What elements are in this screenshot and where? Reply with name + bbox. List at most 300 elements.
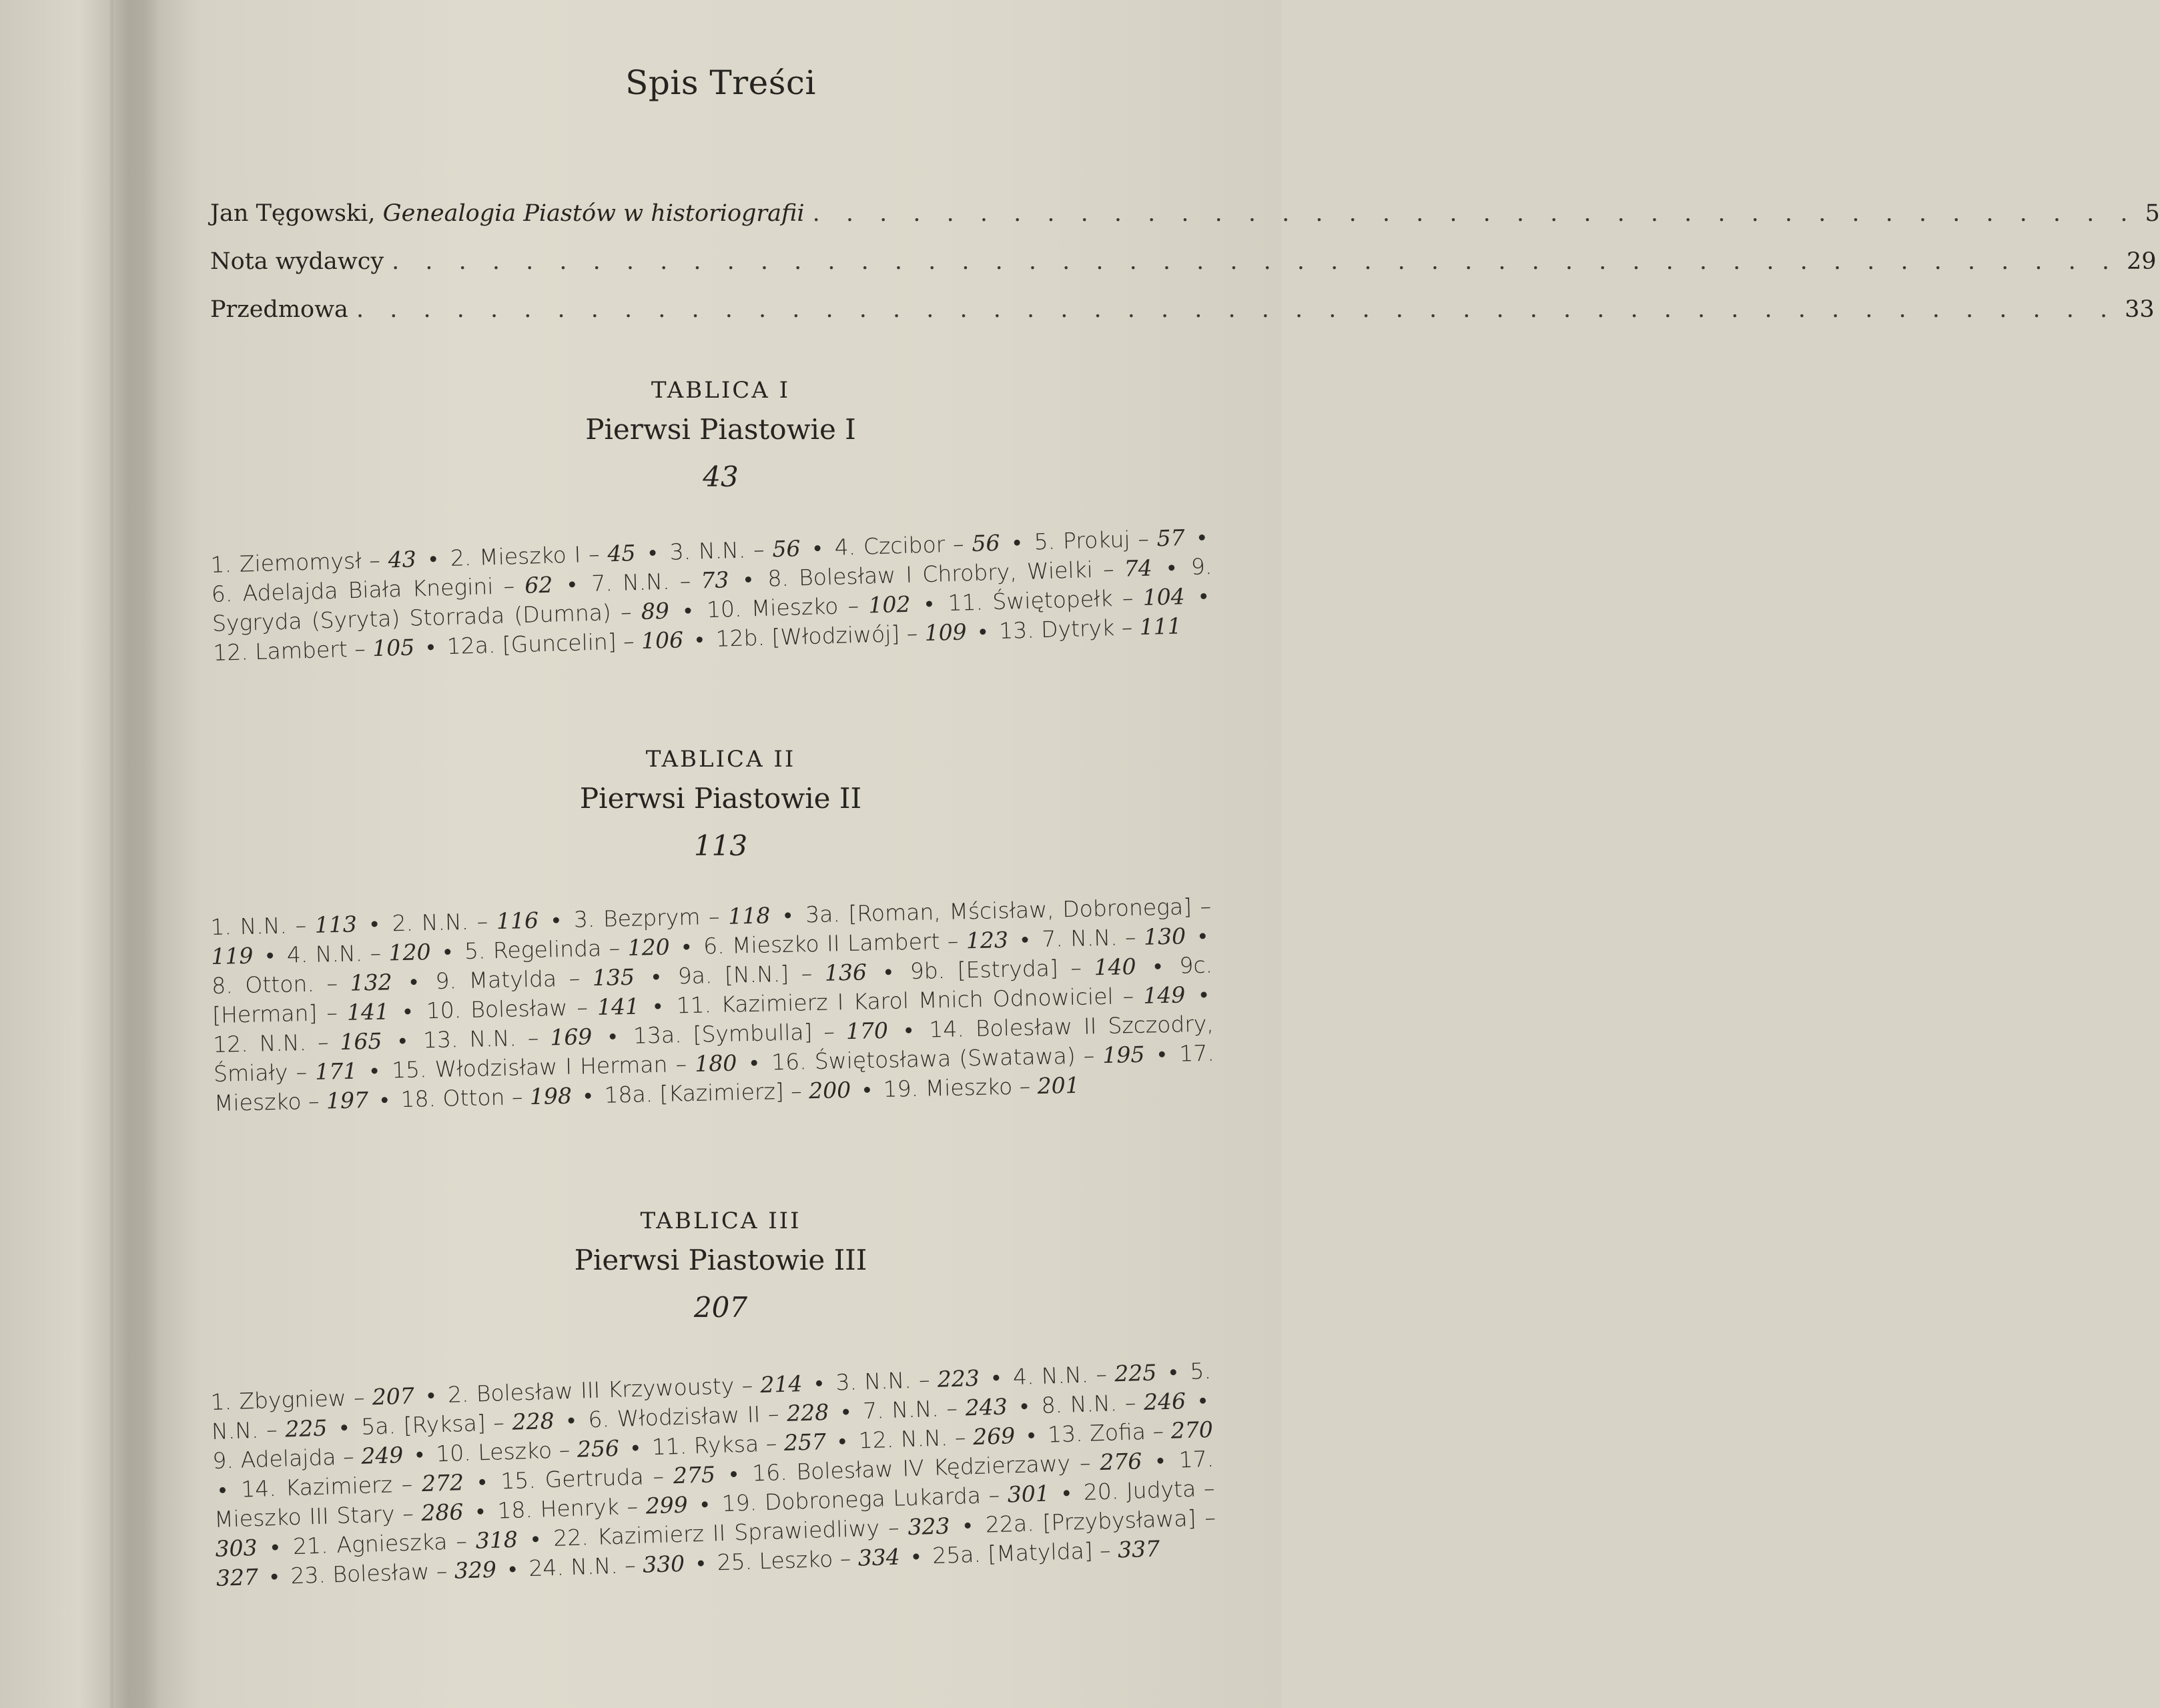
toc-entry-page: 29: [2127, 248, 2157, 275]
entry-name: 3. N.N.: [669, 536, 746, 565]
entry-name: 3. Bezprym: [573, 903, 701, 933]
entry-page: 118: [727, 902, 771, 929]
tablica-page: 113: [693, 829, 748, 862]
entry-name: 13. N.N.: [422, 1025, 517, 1053]
genealogy-entry: 9a. [N.N.] – 136: [677, 959, 867, 989]
genealogy-entry: 2. Bolesław III Krzywousty – 214: [447, 1370, 803, 1408]
genealogy-entry: 18. Henryk – 299: [496, 1491, 689, 1524]
bullet-separator: •: [1158, 1041, 1166, 1068]
genealogy-entry: 10. Bolesław – 141: [426, 993, 640, 1024]
genealogy-entry: 24. N.N. – 330: [528, 1550, 685, 1582]
entry-name: 13. Zofia: [1047, 1418, 1146, 1448]
genealogy-entry: 4. Czcibor – 56: [834, 529, 1000, 560]
entry-page: 130: [1143, 923, 1186, 950]
entry-name: 22. Kazimierz II Sprawiedliwy: [553, 1515, 880, 1551]
entry-page: 57: [1156, 524, 1186, 552]
entry-page: 141: [346, 998, 390, 1025]
entry-page: 105: [372, 634, 415, 662]
genealogy-entry: 7. N.N. – 130: [1041, 923, 1186, 952]
bullet-separator: •: [1020, 1392, 1029, 1419]
genealogy-entry: 17. Mieszko – 197: [214, 1039, 1215, 1116]
entry-page: 195: [1102, 1041, 1145, 1069]
entry-name: 3a. [Roman, Mścisław, Dobronega]: [805, 893, 1192, 928]
entry-page: 135: [592, 963, 635, 991]
genealogy-entry: 17. Mieszko III Stary – 286: [214, 1445, 1214, 1533]
bullet-separator: •: [266, 942, 274, 969]
toc-entry-page: 5: [2145, 200, 2160, 227]
entry-name: 16. Bolesław IV Kędzierzawy: [751, 1450, 1071, 1486]
bullet-separator: •: [884, 958, 893, 985]
dot-leader: . . . . . . . . . . . . . . . . . . . . . . . . . . . . . . . . . . . . . . . . . . . . . . . . . . . .: [392, 248, 2119, 275]
entry-page: 249: [360, 1441, 404, 1469]
entry-page: 318: [475, 1526, 518, 1554]
toc-entry-title: Przedmowa: [210, 296, 348, 323]
bullet-separator: •: [608, 1023, 617, 1049]
entry-name: 9. Sygryda (Syryta) Storrada (Dumna): [212, 553, 1212, 636]
entry-name: 18. Otton: [400, 1084, 505, 1113]
genealogy-entry: 18. Otton – 198: [400, 1082, 573, 1113]
genealogy-entry: 8. Otton. – 132: [211, 969, 393, 999]
entry-name: 9b. [Estryda]: [910, 955, 1059, 985]
entry-page: 323: [907, 1513, 951, 1541]
genealogy-entry: 16. Świętosława (Swatawa) – 195: [771, 1041, 1145, 1076]
entry-name: 15. Gertruda: [500, 1463, 645, 1494]
entry-page: 225: [284, 1414, 328, 1442]
toc-entry-przedmowa: [210, 296, 2155, 336]
bullet-separator: •: [992, 1364, 1001, 1391]
genealogy-entry: 5. N.N. – 225: [211, 1357, 1212, 1444]
genealogy-entry: 11. Ryksa – 257: [651, 1428, 827, 1460]
bullet-separator: •: [370, 1057, 379, 1084]
genealogy-entry: 5a. [Ryksa] – 228: [360, 1407, 555, 1440]
entry-page: 327: [216, 1563, 259, 1591]
toc-entry-title: Nota wydawcy: [210, 248, 384, 275]
bullet-separator: •: [683, 596, 693, 624]
tablica-name: Pierwsi Piastowie II: [579, 782, 862, 815]
entry-page: 140: [1094, 953, 1136, 981]
entry-page: 120: [627, 933, 671, 961]
entry-page: 43: [388, 546, 417, 573]
bullet-separator: •: [1027, 1422, 1036, 1448]
bullet-separator: •: [1062, 1479, 1071, 1506]
bullet-separator: •: [584, 1082, 593, 1109]
bullet-separator: •: [653, 992, 663, 1019]
genealogy-entry: 3a. [Roman, Mścisław, Dobronega] – 119: [210, 893, 1212, 969]
entry-page: 299: [645, 1491, 689, 1519]
entry-page: 334: [857, 1543, 901, 1571]
entry-name: 17. Mieszko III Stary: [214, 1445, 1214, 1533]
entry-name: 19. Dobronega Lukarda: [721, 1482, 982, 1517]
entry-page: 120: [388, 939, 431, 966]
bullet-separator: •: [963, 1512, 972, 1539]
genealogy-entry: 3. N.N. – 56: [669, 535, 801, 565]
genealogy-entry: 13. Dytryk – 111: [998, 612, 1182, 645]
tablica-2-entries: [210, 892, 1215, 1118]
entry-name: 1. Ziemomysł: [210, 547, 362, 578]
entry-page: 330: [642, 1550, 685, 1578]
entry-page: 149: [1142, 981, 1186, 1009]
entry-name: 9a. [N.N.]: [677, 960, 789, 989]
bullet-separator: •: [978, 618, 988, 645]
entry-name: 4. N.N.: [1012, 1361, 1089, 1390]
tablica-3-entries: [210, 1356, 1217, 1593]
genealogy-entry: 6. Włodzisław II – 228: [587, 1398, 829, 1433]
bullet-separator: •: [652, 963, 661, 990]
entry-page: 104: [1142, 583, 1186, 610]
entry-name: 5a. [Ryksa]: [360, 1410, 486, 1440]
entry-page: 207: [372, 1382, 415, 1410]
entry-page: 56: [771, 535, 801, 562]
entry-name: 2. Mieszko I: [450, 541, 581, 571]
tablica-3-heading: [160, 1208, 1281, 1324]
genealogy-entry: 22. Kazimierz II Sprawiedliwy – 323: [553, 1513, 951, 1551]
tablica-label: TABLICA III: [640, 1208, 801, 1234]
genealogy-entry: 9. Matylda – 135: [435, 963, 635, 994]
bullet-separator: •: [380, 1086, 389, 1113]
genealogy-entry: 11. Świętopełk – 104: [948, 583, 1186, 616]
genealogy-entry: 2. Mieszko I – 45: [450, 540, 636, 571]
genealogy-entry: 19. Dobronega Lukarda – 301: [721, 1480, 1050, 1517]
entry-name: 9. Adelajda: [212, 1444, 337, 1474]
bullet-separator: •: [815, 1370, 823, 1396]
entry-page: 303: [214, 1534, 258, 1562]
bullet-separator: •: [925, 590, 934, 617]
entry-name: 16. Świętosława (Swatawa): [771, 1042, 1076, 1076]
genealogy-entry: 3. Bezprym – 118: [573, 902, 771, 933]
entry-page: 329: [454, 1556, 497, 1584]
entry-page: 180: [694, 1049, 737, 1077]
genealogy-entry: 15. Włodzisław I Herman – 180: [391, 1049, 737, 1084]
bullet-separator: •: [837, 1428, 847, 1454]
toc-entry-title: [210, 200, 805, 227]
toc-entry-historiografia: [210, 200, 2160, 240]
bullet-separator: •: [270, 1563, 279, 1590]
entry-name: 10. Leszko: [435, 1436, 553, 1467]
entry-page: 256: [577, 1434, 620, 1462]
genealogy-entry: 16. Bolesław IV Kędzierzawy – 276: [751, 1448, 1142, 1486]
entry-page: 111: [1139, 612, 1182, 640]
entry-page: 102: [867, 590, 911, 618]
tablica-label: TABLICA II: [645, 746, 796, 773]
genealogy-entry: 19. Mieszko – 201: [883, 1072, 1080, 1102]
dot-leader: . . . . . . . . . . . . . . . . . . . . . . . . . . . . . . . . . . . . . . . . . . . . . . . . . . . . .: [356, 296, 2117, 323]
entry-page: 286: [420, 1499, 464, 1527]
bullet-separator: •: [729, 1460, 738, 1487]
genealogy-entry: 10. Mieszko – 102: [706, 590, 911, 623]
bullet-separator: •: [648, 539, 657, 566]
genealogy-entry: 1. Ziemomysł – 43: [210, 546, 417, 578]
bullet-separator: •: [1199, 981, 1208, 1007]
genealogy-entry: 4. N.N. – 120: [286, 939, 431, 968]
genealogy-entry: 14. Bolesław II Szczodry, Śmiały – 171: [213, 1010, 1214, 1087]
entry-name: 25. Leszko: [717, 1545, 833, 1576]
book-gutter: [110, 0, 157, 1708]
entry-name: 9. Matylda: [435, 965, 557, 994]
entry-name: 2. Bolesław III Krzywousty: [447, 1372, 735, 1408]
genealogy-entry: 1. N.N. – 113: [210, 911, 358, 940]
bullet-separator: •: [403, 997, 412, 1024]
entry-page: 136: [824, 959, 867, 986]
tablica-1-heading: [160, 377, 1281, 493]
bullet-separator: •: [1197, 524, 1206, 550]
bullet-separator: •: [426, 1382, 436, 1408]
bullet-separator: •: [695, 626, 704, 653]
entry-name: 4. N.N.: [286, 940, 363, 968]
entry-page: 301: [1007, 1480, 1050, 1508]
genealogy-entry: 6. Mieszko II Lambert – 123: [703, 926, 1009, 959]
entry-page: 243: [964, 1393, 1008, 1421]
bullet-separator: •: [218, 1476, 227, 1503]
entry-name: 25a. [Matylda]: [932, 1537, 1094, 1569]
bullet-separator: •: [841, 1398, 851, 1425]
entry-page: 228: [511, 1407, 555, 1435]
entry-page: 170: [845, 1017, 889, 1045]
bullet-separator: •: [744, 566, 753, 592]
bullet-separator: •: [426, 633, 435, 660]
entry-page: 270: [1170, 1416, 1214, 1444]
genealogy-entry: 8. Bolesław I Chrobry, Wielki – 74: [767, 554, 1153, 592]
genealogy-entry: 12. N.N. – 269: [858, 1422, 1016, 1454]
bullet-separator: •: [409, 968, 418, 995]
entry-name: 7. N.N.: [1041, 924, 1118, 952]
bullet-separator: •: [1199, 582, 1208, 609]
entry-page: 275: [673, 1461, 716, 1489]
genealogy-entry: 22a. [Przybysława] – 327: [216, 1504, 1216, 1591]
entry-name: 15. Włodzisław I Herman: [391, 1051, 668, 1084]
bullet-separator: •: [1156, 1447, 1165, 1474]
bullet-separator: •: [783, 901, 792, 928]
entry-page: 165: [340, 1027, 382, 1055]
entry-name: 11. Ryksa: [651, 1430, 759, 1460]
entry-name: 8. Otton.: [211, 970, 315, 999]
bullet-separator: •: [1198, 922, 1207, 949]
bullet-separator: •: [682, 933, 691, 960]
bullet-separator: •: [476, 1498, 485, 1525]
entry-page: 272: [421, 1469, 464, 1497]
toc-entry-page: 33: [2125, 296, 2155, 323]
entry-page: 74: [1124, 554, 1153, 582]
genealogy-entry: 3. N.N. – 223: [835, 1364, 980, 1396]
entry-name: 14. Kazimierz: [240, 1471, 393, 1503]
entry-name: 8. Bolesław I Chrobry, Wielki: [767, 556, 1094, 592]
bullet-separator: •: [912, 1543, 921, 1570]
entry-name: 4. Czcibor: [834, 531, 946, 560]
bullet-separator: •: [270, 1533, 280, 1561]
bullet-separator: •: [415, 1441, 424, 1468]
entry-page: 113: [314, 911, 358, 938]
genealogy-entry: 2. N.N. – 116: [392, 907, 539, 937]
genealogy-entry: 6. Adelajda Biała Knegini – 62: [211, 571, 553, 607]
genealogy-entry: 25a. [Matylda] – 337: [932, 1535, 1160, 1569]
entry-page: 246: [1143, 1388, 1186, 1416]
entry-page: 228: [786, 1398, 829, 1426]
entry-page: 132: [350, 969, 393, 996]
entry-name: 18. Henryk: [496, 1493, 620, 1524]
entry-name: 23. Bolesław: [290, 1558, 430, 1589]
contents-page: [160, 0, 2160, 1708]
entry-name: 24. N.N.: [528, 1552, 619, 1582]
bullet-separator: •: [700, 1490, 709, 1517]
bullet-separator: •: [904, 1017, 913, 1043]
tablica-page: 43: [703, 460, 739, 493]
bullet-separator: •: [340, 1414, 349, 1440]
toc-entry-nota: [210, 248, 2157, 288]
entry-name: 20. Judyta: [1083, 1475, 1196, 1505]
entry-page: 223: [937, 1364, 980, 1392]
entry-page: 200: [808, 1076, 851, 1104]
entry-name: 12. N.N.: [858, 1424, 948, 1454]
bullet-separator: •: [631, 1434, 640, 1461]
bullet-separator: •: [443, 938, 452, 965]
bullet-separator: •: [567, 1406, 576, 1434]
page-title: Spis Treści: [625, 63, 816, 102]
entry-name: 5. Prokuj: [1034, 526, 1130, 555]
entry-name: 8. N.N.: [1040, 1390, 1118, 1418]
genealogy-entry: 14. Kazimierz – 272: [240, 1469, 464, 1503]
toc-entry-author: Jan Tęgowski,: [210, 200, 383, 227]
genealogy-entry: 4. N.N. – 225: [1012, 1359, 1157, 1390]
genealogy-entry: 18a. [Kazimierz] – 200: [604, 1076, 851, 1108]
bullet-separator: •: [813, 534, 822, 561]
genealogy-entry: 8. N.N. – 246: [1040, 1388, 1186, 1418]
left-page-edge: [0, 0, 113, 1708]
entry-page: 214: [759, 1370, 803, 1398]
entry-page: 123: [966, 926, 1009, 954]
entry-name: 13. Dytryk: [998, 614, 1115, 645]
bullet-separator: •: [508, 1555, 517, 1583]
entry-page: 171: [314, 1057, 358, 1085]
bullet-separator: •: [478, 1468, 487, 1495]
genealogy-entry: 11. Kazimierz I Karol Mnich Odnowiciel – 149: [676, 981, 1186, 1019]
toc-entry-work: Genealogia Piastów w historiografii: [382, 200, 805, 227]
entry-page: 45: [607, 540, 636, 567]
genealogy-entry: 23. Bolesław – 329: [290, 1556, 497, 1589]
genealogy-entry: 10. Leszko – 256: [435, 1434, 620, 1467]
entry-name: 12. Lambert: [212, 636, 348, 666]
tablica-name: Pierwsi Piastowie I: [585, 413, 856, 446]
bullet-separator: •: [552, 907, 561, 933]
genealogy-entry: 20. Judyta – 303: [214, 1474, 1216, 1562]
entry-name: 7. N.N.: [862, 1395, 940, 1424]
entry-page: 109: [924, 618, 968, 647]
entry-name: 22a. [Przybysława]: [985, 1505, 1197, 1538]
entry-page: 257: [783, 1428, 827, 1456]
entry-name: 9c. [Herman]: [212, 951, 1213, 1028]
genealogy-entry: 21. Agnieszka – 318: [292, 1526, 518, 1560]
bullet-separator: •: [568, 570, 577, 598]
entry-name: 11. Kazimierz I Karol Mnich Odnowiciel: [676, 983, 1114, 1019]
tablica-label: TABLICA I: [651, 377, 791, 404]
genealogy-entry: 7. N.N. – 73: [591, 566, 729, 597]
entry-page: 197: [326, 1087, 369, 1114]
entry-name: 11. Świętopełk: [948, 585, 1114, 616]
tablica-page: 207: [693, 1291, 748, 1324]
entry-name: 21. Agnieszka: [292, 1528, 448, 1560]
tablica-2-heading: [160, 746, 1281, 862]
tablica-1-entries: [210, 522, 1214, 668]
entry-page: 201: [1037, 1072, 1080, 1100]
entry-name: 1. N.N.: [210, 912, 288, 940]
entry-page: 337: [1117, 1535, 1160, 1563]
genealogy-entry: 9b. [Estryda] – 140: [910, 953, 1136, 985]
tablica-name: Pierwsi Piastowie III: [574, 1244, 867, 1276]
entry-page: 116: [496, 907, 539, 935]
entry-page: 62: [524, 571, 553, 598]
entry-page: 198: [529, 1082, 573, 1110]
genealogy-entry: 7. N.N. – 243: [862, 1393, 1008, 1424]
entry-page: 56: [971, 529, 1000, 557]
bullet-separator: •: [863, 1076, 871, 1103]
genealogy-entry: 9. Adelajda – 249: [212, 1441, 404, 1474]
entry-page: 269: [972, 1422, 1016, 1450]
entry-page: 169: [549, 1023, 593, 1051]
genealogy-entry: 12a. [Guncelin] – 106: [446, 626, 684, 660]
entry-name: 12. N.N.: [212, 1029, 307, 1057]
entry-name: 6. Włodzisław II: [587, 1401, 761, 1433]
genealogy-entry: 15. Gertruda – 275: [500, 1461, 716, 1494]
genealogy-entry: 5. Prokuj – 57: [1034, 524, 1186, 555]
entry-name: 5. Regelinda: [464, 935, 602, 965]
entry-page: 89: [641, 597, 670, 624]
genealogy-entry: 25. Leszko – 334: [717, 1543, 901, 1576]
bullet-separator: •: [696, 1549, 705, 1577]
entry-name: 10. Bolesław: [426, 994, 568, 1024]
bullet-separator: •: [1012, 529, 1022, 556]
entry-page: 225: [1114, 1359, 1157, 1387]
bullet-separator: •: [1020, 926, 1030, 953]
entry-name: 1. Zbygniew: [210, 1384, 347, 1415]
bullet-separator: •: [370, 910, 379, 937]
entry-name: 14. Bolesław II Szczodry, Śmiały: [213, 1010, 1214, 1087]
bullet-separator: •: [749, 1049, 759, 1076]
entry-name: 12b. [Włodziwój]: [715, 620, 900, 652]
bullet-separator: •: [531, 1525, 540, 1552]
dot-leader: . . . . . . . . . . . . . . . . . . . . . . . . . . . . . . . . . . . . . . . .: [812, 200, 2137, 227]
entry-name: 2. N.N.: [392, 908, 469, 937]
genealogy-entry: 12. Lambert – 105: [212, 634, 415, 666]
genealogy-entry: 12b. [Włodziwój] – 109: [715, 618, 968, 652]
entry-page: 141: [597, 993, 640, 1020]
entry-name: 6. Mieszko II Lambert: [703, 928, 940, 959]
entry-page: 276: [1099, 1448, 1142, 1476]
entry-name: 12a. [Guncelin]: [446, 628, 617, 660]
entry-name: 5. N.N.: [211, 1357, 1212, 1444]
bullet-separator: •: [1168, 1358, 1178, 1385]
genealogy-entry: 13. N.N. – 169: [422, 1023, 593, 1053]
entry-name: 7. N.N.: [591, 568, 670, 597]
entry-page: 73: [700, 566, 729, 594]
genealogy-entry: 12. N.N. – 165: [212, 1027, 382, 1057]
entry-name: 19. Mieszko: [883, 1073, 1013, 1102]
bullet-separator: •: [398, 1027, 407, 1054]
entry-page: 119: [210, 942, 254, 969]
genealogy-entry: 13a. [Symbulla] – 170: [633, 1017, 889, 1049]
entry-name: 3. N.N.: [835, 1367, 912, 1396]
bullet-separator: •: [1198, 1387, 1207, 1414]
entry-name: 6. Adelajda Biała Knegini: [211, 573, 494, 607]
entry-name: 17. Mieszko: [214, 1039, 1215, 1116]
genealogy-entry: 9. Sygryda (Syryta) Storrada (Dumna) – 89: [212, 553, 1212, 636]
entry-name: 13a. [Symbulla]: [633, 1019, 813, 1049]
entry-page: 106: [641, 626, 684, 655]
entry-name: 10. Mieszko: [706, 592, 839, 623]
entry-name: 18a. [Kazimierz]: [604, 1078, 785, 1108]
bullet-separator: •: [1167, 554, 1176, 580]
bullet-separator: •: [1153, 953, 1162, 979]
genealogy-entry: 9c. [Herman] – 141: [212, 951, 1213, 1028]
bullet-separator: •: [428, 545, 438, 572]
genealogy-entry: 1. Zbygniew – 207: [210, 1382, 415, 1415]
